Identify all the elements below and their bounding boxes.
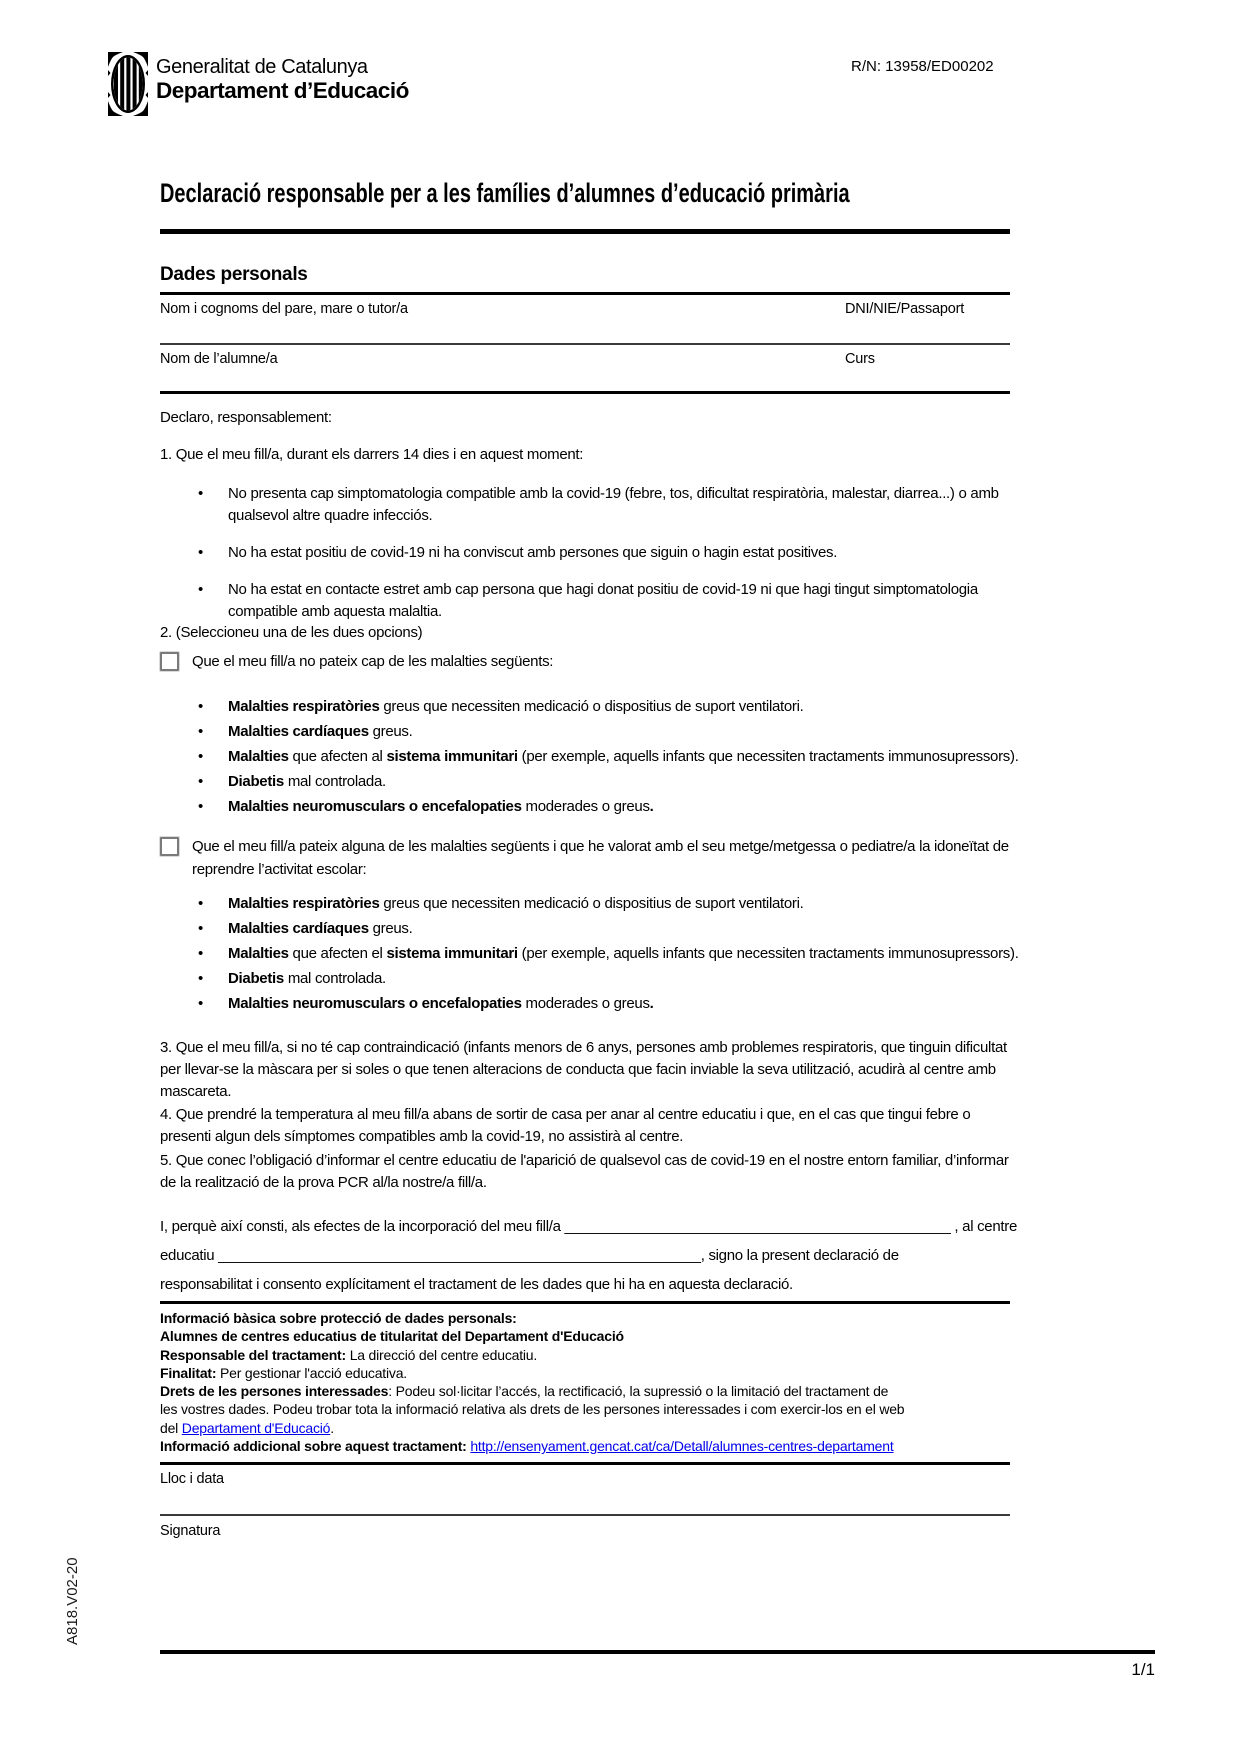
option1-label: Que el meu fill/a no pateix cap de les malalties següents: <box>192 653 554 670</box>
option2-row <box>160 836 1020 881</box>
document-title: Declaració responsable per a les famílies d’alumnes d’educació primària <box>160 178 850 208</box>
place-date-label: Lloc i data <box>160 1471 224 1487</box>
text: del <box>160 1419 182 1436</box>
bullet-item <box>160 968 1020 990</box>
bold-text: Malalties respiratòries <box>228 895 380 912</box>
option1-illness-list <box>160 696 1020 821</box>
declaration-item2: 2. (Seleccioneu una de les dues opcions) <box>160 624 423 641</box>
bullet-item <box>160 918 1020 940</box>
declaration-item3: 3. Que el meu fill/a, si no té cap contraindicació (infants menors de 6 anys, persones amb problemes respiratoris, que tinguin dificultat per llevar-se la màscara per si soles o que tenen alteracions de conducta que facin inviable la seva utilització, acudirà al centre amb mascareta. <box>160 1039 1007 1100</box>
privacy-line <box>160 1400 1010 1418</box>
bullet-item: • No ha estat positiu de covid-19 ni ha conviscut amb persones que siguin o hagin estat positives. <box>160 542 1020 564</box>
section-heading-dades-personals: Dades personals <box>160 264 1010 295</box>
option1-checkbox[interactable] <box>160 652 179 671</box>
option2-checkbox[interactable] <box>160 837 179 856</box>
text: La direcció del centre educatiu. <box>346 1346 538 1363</box>
document-title-block <box>160 178 1010 234</box>
bold-text: Informació bàsica sobre protecció de dades personals: <box>160 1310 517 1326</box>
bullet-item <box>160 993 1020 1015</box>
field-row-parent <box>160 298 1010 345</box>
text: les vostres dades. Podeu trobar tota la informació relativa als drets de les persones interessades i com exercir-los en el web <box>160 1401 905 1418</box>
privacy-line <box>160 1309 1010 1327</box>
text: (per exemple, aquells infants que necessiten tractaments immunosupressors). <box>517 748 1019 765</box>
privacy-section <box>160 1301 1010 1465</box>
closing-statement <box>160 1212 1170 1299</box>
bold-text: sistema immunitari <box>386 945 518 962</box>
bold-text: . <box>649 798 654 815</box>
text: : Podeu sol·licitar l’accés, la rectificació, la supressió o la limitació del tractament de <box>388 1383 889 1400</box>
bold-text: Malalties <box>228 945 289 962</box>
text: greus que necessiten medicació o dispositius de suport ventilatori. <box>379 698 804 715</box>
generalitat-coat-of-arms-icon <box>108 52 148 116</box>
page-number: 1/1 <box>1131 1660 1155 1679</box>
closing-line: I, perquè així consti, als efectes de la incorporació del meu fill/a ________________________________________________ , al centre <box>160 1218 1017 1235</box>
bold-text: Informació addicional sobre aquest tractament: <box>160 1438 471 1455</box>
footer-rule <box>160 1650 1155 1654</box>
declaration-intro: Declaro, responsablement: <box>160 409 332 426</box>
text: . <box>330 1419 334 1436</box>
privacy-line <box>160 1419 1010 1437</box>
privacy-line <box>160 1382 1010 1400</box>
text: greus que necessiten medicació o dispositius de suport ventilatori. <box>379 895 804 912</box>
bold-text: Malalties neuromusculars o encefalopaties <box>228 995 522 1012</box>
bold-text: Malalties <box>228 748 289 765</box>
bullet-item <box>160 771 1020 793</box>
department-name: Departament d’Educació <box>156 78 409 103</box>
bold-text: Diabetis <box>228 773 284 790</box>
bold-text: Finalitat: <box>160 1364 217 1381</box>
reference-number: R/N: 13958/ED00202 <box>851 58 994 75</box>
text: mal controlada. <box>283 970 386 987</box>
dni-field[interactable] <box>845 301 1010 343</box>
text: moderades o greus <box>521 995 650 1012</box>
declaration-item5: 5. Que conec l’obligació d’informar el centre educatiu de l'aparició de qualsevol cas de covid-19 en el nostre entorn familiar, d’informar de la realització de la prova PCR al/la nostre/a fill/a. <box>160 1152 1009 1191</box>
bold-text: Alumnes de centres educatius de titularitat del Departament d'Educació <box>160 1328 624 1345</box>
dni-label: DNI/NIE/Passaport <box>845 301 965 317</box>
closing-line: responsabilitat i consento explícitament el tractament de les dades que hi ha en aquesta declaració. <box>160 1276 793 1293</box>
bold-text: Malalties cardíaques <box>228 723 369 740</box>
declaration-item1: 1. Que el meu fill/a, durant els darrers 14 dies i en aquest moment: <box>160 446 584 463</box>
place-date-field[interactable] <box>160 1465 1010 1516</box>
option1-row <box>160 651 1020 674</box>
curs-label: Curs <box>845 351 875 367</box>
student-name-label: Nom de l’alumne/a <box>160 351 278 367</box>
bold-text: Responsable del tractament: <box>160 1346 346 1363</box>
text: greus. <box>368 723 413 740</box>
bold-text: Malalties neuromusculars o encefalopaties <box>228 798 522 815</box>
option2-illness-list <box>160 893 1020 1018</box>
org-wordmark <box>156 55 409 103</box>
bullet-item <box>160 893 1020 915</box>
text: greus. <box>368 920 413 937</box>
privacy-line <box>160 1364 1010 1382</box>
parent-name-field[interactable] <box>160 301 845 343</box>
org-name: Generalitat de Catalunya <box>156 56 368 78</box>
privacy-line <box>160 1346 1010 1364</box>
bold-text: . <box>649 995 654 1012</box>
privacy-link[interactable]: http://ensenyament.gencat.cat/ca/Detall/alumnes-centres-departament <box>470 1438 894 1455</box>
student-name-field[interactable] <box>160 351 845 391</box>
text: que afecten el <box>288 945 387 962</box>
bold-text: Malalties respiratòries <box>228 698 380 715</box>
signature-field[interactable] <box>160 1518 1010 1539</box>
text: (per exemple, aquells infants que necessiten tractaments immunosupressors). <box>517 945 1019 962</box>
text: moderades o greus <box>521 798 650 815</box>
parent-name-label: Nom i cognoms del pare, mare o tutor/a <box>160 301 408 317</box>
closing-line: educatiu ____________________________________________________________, signo la present declaració de <box>160 1247 899 1264</box>
bullet-item <box>160 943 1020 965</box>
bullet-item <box>160 721 1020 743</box>
declaration-item4: 4. Que prendré la temperatura al meu fill/a abans de sortir de casa per anar al centre educatiu i que, en el cas que tingui febre o presenti algun dels símptomes compatibles amb la covid-19, no assistirà al centre. <box>160 1106 971 1145</box>
field-row-student <box>160 345 1010 394</box>
signature-label: Signatura <box>160 1523 221 1539</box>
privacy-link[interactable]: Departament d'Educació <box>181 1419 331 1436</box>
bullet-item: • No ha estat en contacte estret amb cap persona que hagi donat positiu de covid-19 ni que hagi tingut simptomatologia compatible amb aquesta malaltia. <box>160 579 1020 623</box>
bullet-item <box>160 796 1020 818</box>
text: Per gestionar l'acció educativa. <box>216 1364 407 1381</box>
item1-bullet-list <box>160 483 1020 638</box>
text: mal controlada. <box>283 773 386 790</box>
curs-field[interactable] <box>845 351 1010 391</box>
bold-text: Diabetis <box>228 970 284 987</box>
bold-text: sistema immunitari <box>386 748 518 765</box>
bold-text: Malalties cardíaques <box>228 920 369 937</box>
bullet-item <box>160 696 1020 718</box>
form-code: A818.V02-20 <box>64 1557 81 1645</box>
text: que afecten al <box>288 748 387 765</box>
option2-label: Que el meu fill/a pateix alguna de les malalties següents i que he valorat amb el seu metge/metgessa o pediatre/a la idoneïtat de reprendre l’activitat escolar: <box>192 838 1009 878</box>
bold-text: Drets de les persones interessades <box>160 1383 389 1400</box>
privacy-line <box>160 1327 1010 1345</box>
bullet-item <box>160 746 1020 768</box>
bullet-item: • No presenta cap simptomatologia compatible amb la covid-19 (febre, tos, dificultat respiratòria, malestar, diarrea...) o amb qualsevol altre quadre infecciós. <box>160 483 1020 527</box>
privacy-line <box>160 1437 1010 1455</box>
